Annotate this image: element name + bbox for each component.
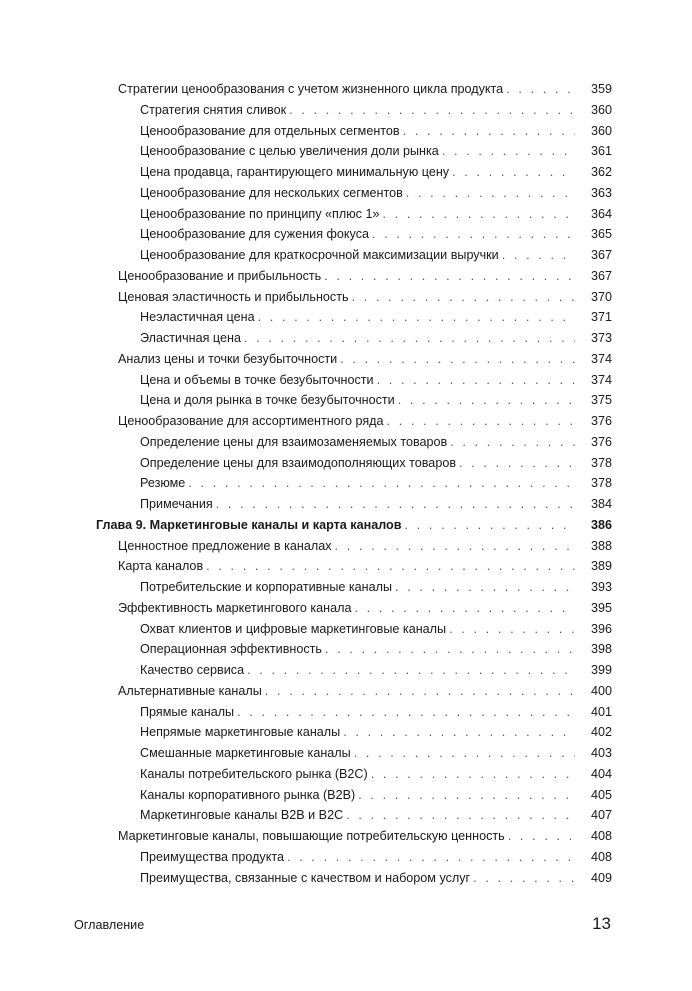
- toc-entry-page: 360: [575, 100, 612, 121]
- toc-entry-page: 402: [575, 722, 612, 743]
- toc-entry-page: 408: [575, 826, 612, 847]
- toc-entry-page: 399: [575, 660, 612, 681]
- dot-leader: [324, 266, 610, 287]
- toc-entry-title: Альтернативные каналы: [118, 683, 262, 698]
- toc-entry-title: Операционная эффективность: [140, 642, 322, 657]
- dot-leader: [325, 639, 610, 660]
- toc-entry: [0, 349, 692, 370]
- footer-section-title: Оглавление: [74, 918, 145, 932]
- toc-entry-page: 405: [575, 785, 612, 806]
- toc-entry: [0, 411, 692, 432]
- toc-entry-page: 361: [575, 141, 612, 162]
- toc-entry: [0, 473, 692, 494]
- toc-entry-page: 396: [575, 619, 612, 640]
- dot-leader: [354, 598, 610, 619]
- toc-entry: [0, 660, 692, 681]
- toc-entry: [0, 100, 692, 121]
- dot-leader: [258, 307, 610, 328]
- dot-leader: [346, 805, 610, 826]
- dot-leader: [358, 785, 610, 806]
- dot-leader: [335, 536, 610, 557]
- toc-entry-title: Глава 9. Маркетинговые каналы и карта каналов: [96, 517, 402, 532]
- toc-entry-page: 373: [575, 328, 612, 349]
- toc-entry: [0, 390, 692, 411]
- toc-entry-page: 395: [575, 598, 612, 619]
- toc-entry: [0, 743, 692, 764]
- toc-entry-title: Ценообразование для отдельных сегментов: [140, 123, 400, 138]
- toc-entry-page: 378: [575, 453, 612, 474]
- toc-entry: [0, 681, 692, 702]
- toc-entry-page: 409: [575, 868, 612, 889]
- dot-leader: [237, 702, 610, 723]
- toc-entry-page: 359: [575, 79, 612, 100]
- toc-entry-title: Анализ цены и точки безубыточности: [118, 351, 338, 366]
- toc-entry: [0, 826, 692, 847]
- toc-entry-title: Маркетинговые каналы B2B и B2C: [140, 808, 344, 823]
- toc-entry-title: Ценообразование и прибыльность: [118, 268, 322, 283]
- toc-entry: [0, 805, 692, 826]
- toc-entry-title: Цена и объемы в точке безубыточности: [140, 372, 374, 387]
- toc-entry-title: Ценностное предложение в каналах: [118, 538, 332, 553]
- toc-entry-page: 403: [575, 743, 612, 764]
- toc-entry: [0, 577, 692, 598]
- toc-entry-title: Преимущества продукта: [140, 849, 285, 864]
- toc-entry-page: 374: [575, 370, 612, 391]
- toc-entry: [0, 121, 692, 142]
- toc-entry: [0, 79, 692, 100]
- toc-entry: [0, 453, 692, 474]
- toc-entry-title: Ценообразование для нескольких сегментов: [140, 185, 403, 200]
- toc-entry: [0, 702, 692, 723]
- toc-entry-page: 365: [575, 224, 612, 245]
- toc-entry-page: 386: [575, 515, 612, 536]
- toc-entry: [0, 162, 692, 183]
- toc-entry: [0, 432, 692, 453]
- toc-entry: [0, 619, 692, 640]
- toc-entry-title: Преимущества, связанные с качеством и набором услуг: [140, 870, 471, 885]
- toc-entry-page: 376: [575, 432, 612, 453]
- toc-entry-title: Маркетинговые каналы, повышающие потребительскую ценность: [118, 829, 505, 843]
- toc-entry-title: Ценообразование с целью увеличения доли рынка: [140, 144, 439, 159]
- toc-entry-title: Цена и доля рынка в точке безубыточности: [140, 393, 395, 408]
- toc-entry-page: 378: [575, 473, 612, 494]
- toc-entry-title: Цена продавца, гарантирующего минимальную цену: [140, 165, 450, 179]
- toc-entry: [0, 266, 692, 287]
- toc-entry-title: Смешанные маркетинговые каналы: [140, 746, 351, 760]
- dot-leader: [206, 556, 610, 577]
- toc-entry-title: Ценообразование для сужения фокуса: [140, 227, 370, 242]
- toc-entry-title: Определение цены для взаимодополняющих товаров: [140, 455, 457, 470]
- toc-entry-title: Ценовая эластичность и прибыльность: [118, 289, 349, 304]
- toc-entry: [0, 722, 692, 743]
- toc-entry: [0, 556, 692, 577]
- toc-entry: [0, 536, 692, 557]
- toc-entry-page: 367: [575, 245, 612, 266]
- toc-entry-title: Карта каналов: [118, 559, 204, 574]
- toc-entry-page: 389: [575, 556, 612, 577]
- toc-entry-title: Стратегия снятия сливок: [140, 102, 287, 117]
- toc-entry-title: Непрямые маркетинговые каналы: [140, 725, 341, 740]
- toc-entry: [0, 370, 692, 391]
- toc-entry-page: 400: [575, 681, 612, 702]
- toc-entry: [0, 307, 692, 328]
- toc-entry-title: Эффективность маркетингового канала: [118, 600, 352, 615]
- page-number: 13: [592, 914, 611, 933]
- toc-entry: [0, 183, 692, 204]
- toc-entry-title: Определение цены для взаимозаменяемых товаров: [140, 434, 448, 449]
- toc-entry-page: 364: [575, 204, 612, 225]
- toc-entry-title: Эластичная цена: [140, 331, 241, 345]
- toc-entry: [0, 287, 692, 308]
- dot-leader: [340, 349, 610, 370]
- toc-entry-title: Охват клиентов и цифровые маркетинговые каналы: [140, 621, 447, 636]
- toc-chapter-entry: [0, 515, 692, 536]
- toc-entry-page: 367: [575, 266, 612, 287]
- toc-entry-page: 376: [575, 411, 612, 432]
- toc-entry-title: Неэластичная цена: [140, 310, 255, 325]
- toc-entry: [0, 245, 692, 266]
- toc-entry-page: 401: [575, 702, 612, 723]
- toc-entry-title: Каналы потребительского рынка (B2C): [140, 766, 368, 781]
- toc-entry: [0, 639, 692, 660]
- toc-entry-page: 408: [575, 847, 612, 868]
- dot-leader: [354, 743, 610, 764]
- toc-entry-title: Стратегии ценообразования с учетом жизненного цикла продукта: [118, 82, 504, 96]
- toc-entry: [0, 204, 692, 225]
- toc-entry-page: 371: [575, 307, 612, 328]
- toc-entry: [0, 494, 692, 515]
- toc-entry: [0, 785, 692, 806]
- toc-entry-page: 370: [575, 287, 612, 308]
- toc-entry: [0, 328, 692, 349]
- toc-entry-page: 374: [575, 349, 612, 370]
- toc-entry-title: Потребительские и корпоративные каналы: [140, 580, 393, 594]
- toc-entry-page: 363: [575, 183, 612, 204]
- dot-leader: [265, 681, 610, 702]
- toc-entry-title: Примечания: [140, 497, 213, 511]
- toc-entry-title: Ценообразование для ассортиментного ряда: [118, 414, 384, 428]
- toc-entry: [0, 141, 692, 162]
- toc-entry: [0, 224, 692, 245]
- dot-leader: [188, 473, 610, 494]
- toc-entry-title: Качество сервиса: [140, 663, 245, 677]
- table-of-contents: [0, 79, 692, 888]
- toc-entry: [0, 598, 692, 619]
- toc-entry-page: 388: [575, 536, 612, 557]
- dot-leader: [343, 722, 610, 743]
- dot-leader: [289, 100, 610, 121]
- toc-entry-title: Каналы корпоративного рынка (B2B): [140, 787, 356, 802]
- dot-leader: [247, 660, 610, 681]
- dot-leader: [352, 287, 610, 308]
- toc-entry-title: Ценообразование по принципу «плюс 1»: [140, 206, 380, 221]
- toc-entry-page: 360: [575, 121, 612, 142]
- toc-entry-page: 393: [575, 577, 612, 598]
- toc-entry-page: 375: [575, 390, 612, 411]
- dot-leader: [244, 328, 610, 349]
- dot-leader: [216, 494, 610, 515]
- toc-entry-title: Ценообразование для краткосрочной максимизации выручки: [140, 248, 499, 262]
- toc-entry-title: Прямые каналы: [140, 704, 235, 719]
- toc-entry-page: 384: [575, 494, 612, 515]
- dot-leader: [287, 847, 610, 868]
- toc-entry-title: Резюме: [140, 476, 186, 491]
- toc-entry: [0, 868, 692, 889]
- toc-entry-page: 398: [575, 639, 612, 660]
- toc-entry: [0, 847, 692, 868]
- toc-entry-page: 407: [575, 805, 612, 826]
- toc-entry-page: 404: [575, 764, 612, 785]
- toc-entry-page: 362: [575, 162, 612, 183]
- toc-entry: [0, 764, 692, 785]
